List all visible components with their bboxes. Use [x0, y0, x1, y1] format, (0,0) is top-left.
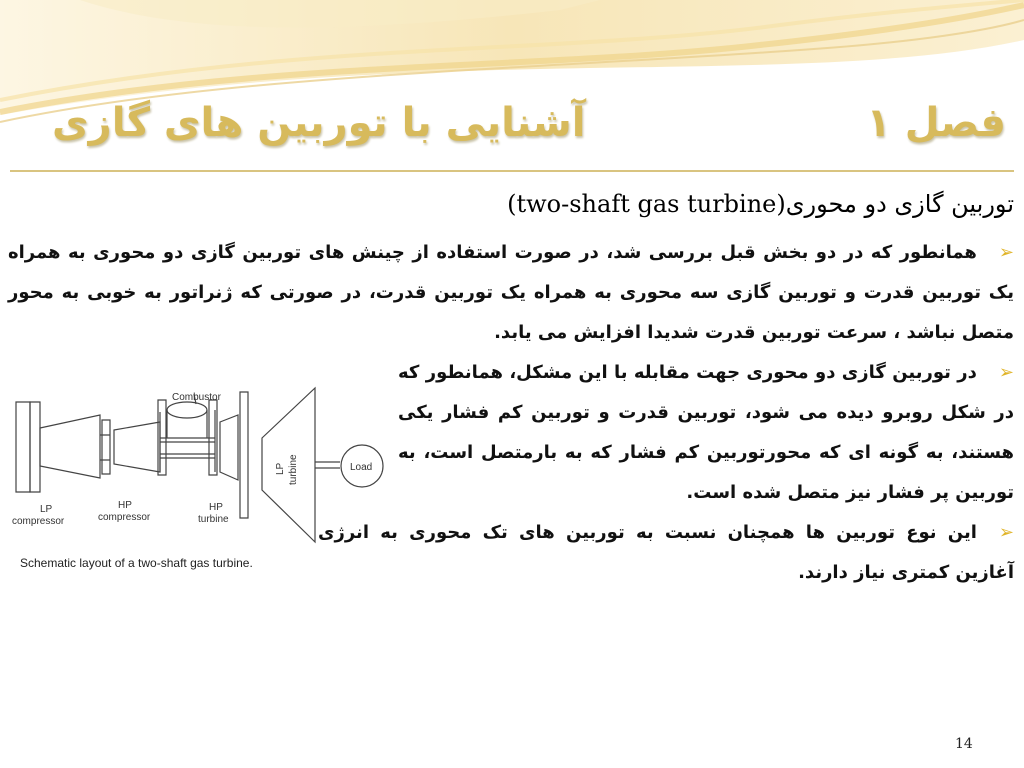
hp-turbine	[220, 415, 238, 480]
chapter-title: فصل ۱	[866, 100, 1006, 146]
label-hp-turbine-1: HP	[209, 502, 223, 513]
slide-header	[40, 100, 1006, 164]
bullet-text: همانطور که در دو بخش قبل بررسی شد، در صورت استفاده از چینش های توربین گازی دو محوری به همراه یک توربین قدرت و توربین گازی سه محوری به همراه یک توربین قدرت، در صورتی که ژنراتور به خوبی به محور متصل نباشد ، سرعت توربین قدرت شدیدا افزایش می یابد.	[8, 242, 1014, 343]
label-lp-turbine-1: LP	[275, 462, 286, 475]
label-lp-turbine-2: turbine	[288, 454, 299, 485]
bullet-item	[318, 513, 1014, 593]
bullet-text: در توربین گازی دو محوری جهت مقابله با این مشکل، همانطور که در شکل روبرو دیده می شود، توربین قدرت و توربین کم فشار یکی هستند، به گونه ای که محورتوربین کم فشار که به بارمتصل است، به توربین پر فشار نیز متصل شده است.	[398, 362, 1014, 503]
hp-compressor	[114, 422, 160, 472]
bullet-text: این نوع توربین ها همچنان نسبت به توربین های تک محوری به انرژی آغازین کمتری نیاز دارند.	[318, 522, 1014, 583]
bullet-item	[398, 353, 1014, 513]
label-hp-compressor-1: HP	[118, 500, 132, 511]
arrow-bullet-icon: ➢	[998, 522, 1014, 543]
label-lp-compressor-2: compressor	[12, 516, 65, 527]
figure-caption: Schematic layout of a two-shaft gas turbine.	[20, 556, 253, 570]
combustor	[167, 402, 207, 418]
label-hp-compressor-2: compressor	[98, 512, 151, 523]
page-number: 14	[955, 736, 973, 752]
slide-title: آشنایی با توربین های گازی	[52, 100, 586, 146]
label-combustor: Combustor	[172, 392, 221, 403]
bullet-item	[8, 233, 1014, 353]
lp-compressor	[40, 415, 100, 478]
heading-persian: توربین گازی دو محوری	[785, 190, 1014, 218]
lp-compressor-inlet	[16, 402, 30, 492]
label-lp-compressor-1: LP	[40, 504, 53, 515]
heading-english: (two-shaft gas turbine)	[507, 190, 786, 218]
two-shaft-turbine-diagram	[10, 380, 392, 575]
section-heading	[507, 190, 1014, 218]
arrow-bullet-icon: ➢	[998, 362, 1014, 383]
label-load: Load	[350, 462, 373, 473]
label-hp-turbine-2: turbine	[198, 514, 229, 525]
header-divider	[10, 170, 1014, 172]
arrow-bullet-icon: ➢	[998, 242, 1014, 263]
